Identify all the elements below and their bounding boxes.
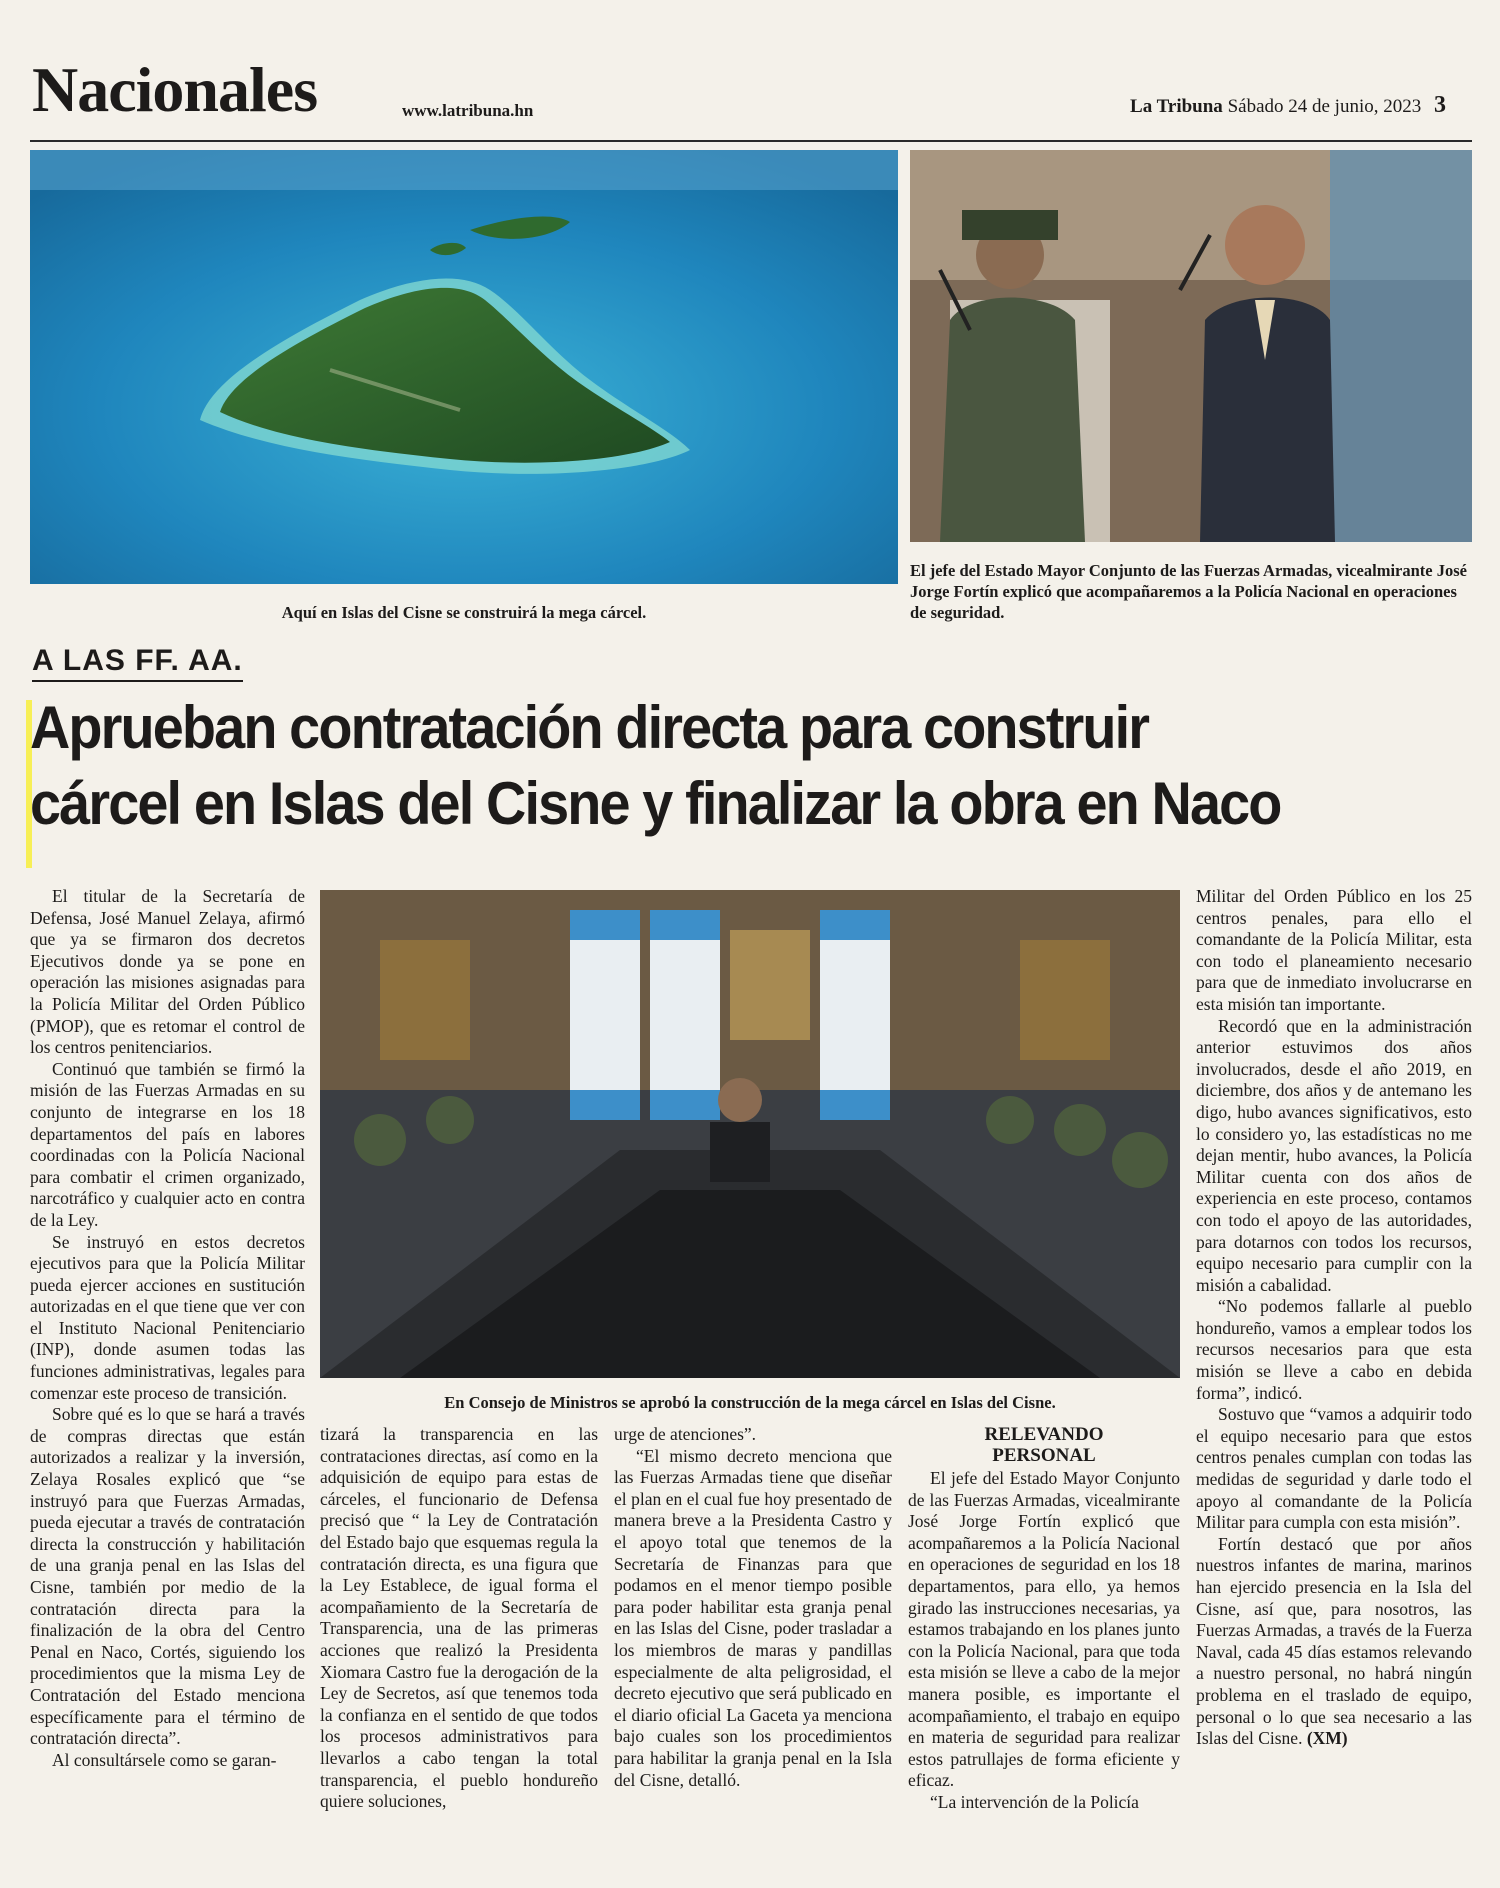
subheading xyxy=(908,1424,1180,1466)
article-column-2 xyxy=(320,1424,598,1864)
paragraph: Continuó que también se firmó la misión de las Fuerzas Armadas en su conjunto de integrarse en los 18 departamentos del país en labores coordinadas con la Policía Nacional para combatir el crimen organizado, narcotráfico y cualquier acto en contra de la Ley. xyxy=(30,1058,305,1230)
paragraph: Militar del Orden Público en los 25 centros penales, para ello el comandante de la Policía Militar, esta con todo el planeamiento necesario para que de inmediato involucrarse en esta misión tan importante. xyxy=(1196,886,1472,1014)
officials-press-photo xyxy=(910,150,1472,542)
section-title: Nacionales xyxy=(32,54,318,125)
article-column-5 xyxy=(1196,886,1472,1866)
paragraph xyxy=(1196,1534,1472,1750)
article-headline xyxy=(30,690,1379,842)
paragraph-text: Fortín destacó que por años nuestros infantes de marina, marinos han ejercido presencia en la Isla del Cisne, así que, para nosotros, las Fuerzas Armadas, a través de la Fuerza Naval, cada 45 días estamos relevando a nuestro personal, no habrá ningún problema en el traslado de equipo, personal o lo que sea necesario a las Islas del Cisne. xyxy=(1196,1533,1472,1749)
headline-line-2: cárcel en Islas del Cisne y finalizar la obra en Naco xyxy=(30,770,1281,837)
paragraph: tizará la transparencia en las contrataciones directas, así como en la adquisición de equipo para estas de cárceles, el funcionario de Defensa precisó que “ la Ley de Contratación del Estado bajo que esquemas regula la contratación directa, es una figura que la Ley Establece, de igual forma el acompañamiento de la Secretaría de Transparencia, una de las primeras acciones que realizó la Presidenta Xiomara Castro fue la derogación de la Ley de Secretos, así que tenemos toda la confianza en el sentido de que todos los procesos administrativos para llevarlos a cabo tengan la total transparencia, el pueblo hondureño quiere soluciones, xyxy=(320,1424,598,1812)
paragraph: Sostuvo que “vamos a adquirir todo el equipo necesario para que estos centros penales cumplan con todas las medidas de seguridad y darle todo el apoyo al comandante de la Policía Militar para cumpla con esta misión”. xyxy=(1196,1404,1472,1533)
headline-line-1: Aprueban contratación directa para construir xyxy=(30,694,1149,761)
officials-photo-caption: El jefe del Estado Mayor Conjunto de las Fuerzas Armadas, vicealmirante José Jorge Fortín explicó que acompañaremos a la Policía Nacional en operaciones de seguridad. xyxy=(910,561,1467,622)
article-column-3 xyxy=(614,1424,892,1864)
council-illustration xyxy=(320,890,1180,1378)
paragraph: “No podemos fallarle al pueblo hondureño, vamos a emplear todos los recursos necesarios para que esta misión se lleve a cabo en debida forma”, indicó. xyxy=(1196,1296,1472,1403)
paragraph: Sobre qué es lo que se hará a través de compras directas que están autorizados a realizar y la inversión, Zelaya Rosales explicó que “se instruyó para que Fuerzas Armadas, pueda ejecutar a través de contratación directa la construcción y habilitación de una granja penal en las Islas del Cisne, también por medio de la contratación directa para la finalización de la obra del Centro Penal en Naco, Cortés, siguiendo los procedimientos que la misma Ley de Contratación del Estado menciona específicamente para el término de contratación directa”. xyxy=(30,1404,305,1749)
council-photo-caption: En Consejo de Ministros se aprobó la construcción de la mega cárcel en Islas del Cisne. xyxy=(444,1393,1056,1412)
island-aerial-photo xyxy=(30,150,898,584)
paragraph: El jefe del Estado Mayor Conjunto de las Fuerzas Armadas, vicealmirante José Jorge Fortín explicó que acompañaremos a la Policía Nacional en operaciones de seguridad en los 18 departamentos, para ello, ya hemos girado las instrucciones necesarias, ya estamos trabajando en los planes junto con la Policía Nacional, para que toda esta misión se lleve a cabo de la mejor manera posible, es importante el acompañamiento, el trabajo en equipo en materia de seguridad para realizar estos patrullajes de forma eficiente y eficaz. xyxy=(908,1468,1180,1791)
council-meeting-photo xyxy=(320,890,1180,1378)
article-column-1 xyxy=(30,886,305,1866)
paper-name: La Tribuna xyxy=(1130,96,1223,117)
officials-illustration xyxy=(910,150,1472,542)
paragraph: Al consultársele como se garan- xyxy=(52,1749,277,1770)
article-kicker: A LAS FF. AA. xyxy=(32,644,243,682)
subheading-line-1: RELEVANDO xyxy=(984,1424,1104,1445)
issue-date: Sábado 24 de junio, 2023 xyxy=(1227,96,1422,117)
paragraph: “El mismo decreto menciona que las Fuerzas Armadas tiene que diseñar el plan en el cual fue hoy presentado de manera breve a la Presidenta Castro y el apoyo total que tenemos de la Secretaría de Finanzas para que podamos en el menor tiempo posible para poder habilitar esta granja penal en las Islas del Cisne, poder trasladar a los miembros de maras y pandillas especialmente de alta peligrosidad, el decreto ejecutivo que será publicado en el diario oficial La Gaceta ya menciona bajo cuales son los procedimientos para habilitar la granja penal en la Isla del Cisne, detalló. xyxy=(614,1445,892,1790)
subheading-line-2: PERSONAL xyxy=(992,1445,1096,1466)
site-url[interactable]: www.latribuna.hn xyxy=(402,101,534,120)
paragraph: urge de atenciones”. xyxy=(614,1424,757,1444)
paragraph: Se instruyó en estos decretos ejecutivos para que la Policía Militar pueda ejercer acciones en sustitución autorizadas en el que tiene que ver con el Instituto Nacional Penitenciario (INP), donde asumen todas las funciones administrativas, legales para comenzar este proceso de transición. xyxy=(30,1231,305,1403)
island-illustration xyxy=(30,150,898,584)
page-number: 3 xyxy=(1434,92,1446,118)
author-signature: (XM) xyxy=(1306,1728,1348,1749)
paragraph: El titular de la Secretaría de Defensa, José Manuel Zelaya, afirmó que ya se firmaron dos decretos Ejecutivos donde ya se pone en operación las misiones asignadas para la Policía Militar del Orden Público (PMOP), que es retomar el control de los centros penitenciarios. xyxy=(30,886,305,1058)
top-rule xyxy=(30,140,1472,142)
paper-info xyxy=(1130,92,1446,119)
paragraph: “La intervención de la Policía xyxy=(930,1791,1139,1812)
paragraph: Recordó que en la administración anterior estuvimos dos años involucrados, desde el año 2019, en diciembre, dos años y de antemano les digo, hubo avances significativos, esto lo considero yo, las estadísticas no me dejan mentir, hubo avances, la Policía Militar cuenta con dos años de experiencia en este proceso, contamos con todo el apoyo de las autoridades, para dotarnos con todos los recursos, equipo necesario para cumplir con la misión a cabalidad. xyxy=(1196,1015,1472,1295)
article-column-4 xyxy=(908,1424,1180,1864)
island-photo-caption: Aquí en Islas del Cisne se construirá la mega cárcel. xyxy=(281,603,647,622)
